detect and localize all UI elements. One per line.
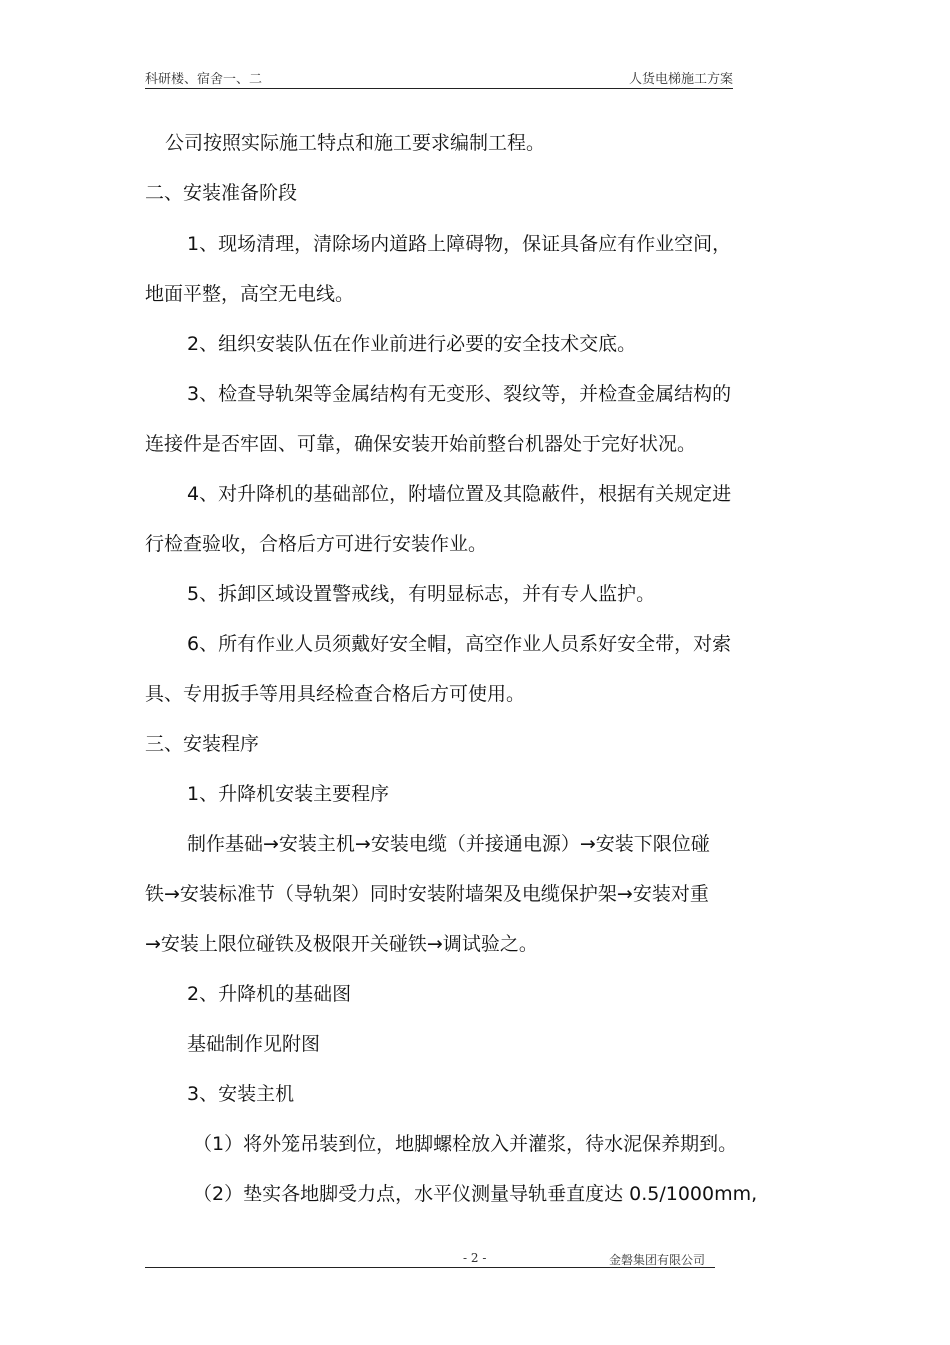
paragraph-line: 基础制作见附图: [187, 1033, 321, 1055]
subsection-heading: 3、安装主机: [187, 1083, 295, 1105]
paragraph-line: 制作基础→安装主机→安装电缆（并接通电源）→安装下限位碰: [187, 833, 710, 855]
paragraph-line: 5、拆卸区域设置警戒线，有明显标志，并有专人监护。: [187, 583, 656, 605]
paragraph-line: 4、对升降机的基础部位，附墙位置及其隐蔽件，根据有关规定进: [187, 483, 732, 505]
paragraph-line: （1）将外笼吊装到位，地脚螺栓放入并灌浆，待水泥保养期到。: [193, 1133, 738, 1155]
header-document-title: 人货电梯施工方案: [628, 72, 733, 87]
section-heading: 三、安装程序: [145, 733, 260, 755]
paragraph-line: 行检查验收，合格后方可进行安装作业。: [145, 533, 488, 555]
paragraph-line: 1、现场清理，清除场内道路上障碍物，保证具备应有作业空间，: [187, 233, 732, 255]
paragraph-line: 连接件是否牢固、可靠，确保安装开始前整台机器处于完好状况。: [145, 433, 697, 455]
paragraph-line: （2）垫实各地脚受力点，水平仪测量导轨垂直度达 0.5/1000mm,: [193, 1183, 758, 1205]
subsection-heading: 2、升降机的基础图: [187, 983, 352, 1005]
page-header: [145, 66, 733, 89]
paragraph-line: →安装上限位碰铁及极限开关碰铁→调试验之。: [145, 933, 538, 955]
page-number: - 2 -: [463, 1251, 487, 1265]
section-heading: 二、安装准备阶段: [145, 182, 298, 204]
subsection-heading: 1、升降机安装主要程序: [187, 783, 390, 805]
paragraph-line: 3、检查导轨架等金属结构有无变形、裂纹等，并检查金属结构的: [187, 383, 732, 405]
page-footer: [145, 1251, 715, 1268]
paragraph-line: 6、所有作业人员须戴好安全帽，高空作业人员系好安全带，对索: [187, 633, 732, 655]
header-project-name: 科研楼、宿舍一、二: [145, 72, 263, 87]
paragraph-line: 公司按照实际施工特点和施工要求编制工程。: [165, 132, 546, 154]
paragraph-line: 2、组织安装队伍在作业前进行必要的安全技术交底。: [187, 333, 637, 355]
paragraph-line: 铁→安装标准节（导轨架）同时安装附墙架及电缆保护架→安装对重: [145, 883, 709, 905]
paragraph-line: 地面平整，高空无电线。: [145, 283, 355, 305]
paragraph-line: 具、专用扳手等用具经检查合格后方可使用。: [145, 683, 526, 705]
footer-company-name: 金磐集团有限公司: [608, 1253, 705, 1267]
